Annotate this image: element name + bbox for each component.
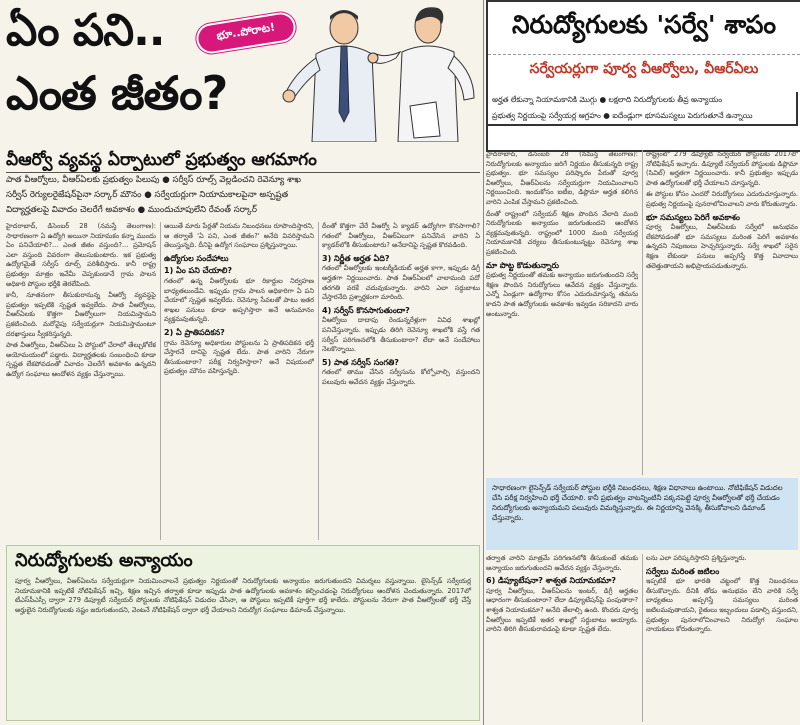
body-paragraph: లను ఎలా పరిష్కరిస్తారని ప్రశ్నిస్తున్నారు. (646, 554, 747, 562)
body-paragraph: పాత వీఆర్వోలు, వీఆర్‌ఏలు ఏ పోస్టులో చేరాలో తేల్చుకోలేక అయోమయంలో పడ్డారు. విద్యార్హతలకు సంబంధించి కూడా స్పష్టత లేకపోవడంతో వివాదం చెలరేగే అవకాశం ఉన్నదని ఉద్యోగ సంఘాలు ఆందోళన వ్యక్తం చేస్తున్నాయి. (6, 341, 156, 378)
man-left-figure (283, 10, 376, 142)
column-divider (160, 222, 161, 540)
right-headline-box (486, 0, 800, 152)
highlight-item: అర్హత లేకున్నా నియామకానికి మొగ్గు (492, 95, 598, 104)
body-paragraph: హైదరాబాద్, డిసెంబర్ 28 (నమస్తే తెలంగాణ): సాధారణంగా ఏ ఉద్యోగి అయినా నియామకం కన్నా ముందు ఏం పనిచేయాలి?... ఎంత జీతం వస్తుంది?... ప్రమోషన్ ఎలా వస్తుంది వివరంగా తెలుసుకుంటారు. ఇక ప్రభుత్వ ఉద్యోగమైతే సర్వీస్ రూల్స్ పరిశీలిస్తారు. కానీ రాష్ట్ర ప్రభుత్వం మాత్రం ఇవేమీ చెప్పకుండానే గ్రామ పాలన అధికారి పోస్టుల భర్తీకి తెరలేపింది. (6, 222, 156, 288)
unemployed-injustice-box (6, 545, 480, 721)
body-paragraph: పూర్వ వీఆర్వోలు, వీఆర్‌ఏలను ఇంటర్, డిగ్రీ అర్హతల ఆధారంగా తీసుకుంటారా? లేదా డిప్యూటేషన్‌పై పంపుతారా? శాశ్వత నియామకమా? అనేది తేలాల్సి ఉంది. కొందరు పూర్వ వీఆర్వోలు ఇప్పటికే ఇతర శాఖల్లో సర్దుబాటు అయ్యారు. వారిని తిరిగి తీసుకురావడంపై కూడా స్పష్టత లేదు. (486, 586, 638, 634)
officials-illustration (278, 2, 480, 142)
highlight-item: పాత వీఆర్వోలు, వీఆర్‌ఏలకు ప్రభుత్వం పిలుపు (6, 175, 160, 185)
section-heading: ఉద్యోగుల సందేహాలు (164, 253, 229, 263)
left-headline-line1: ఏం పని.. (6, 5, 165, 56)
question-heading: 2) ఏ ప్రాతిపదికన? (164, 327, 225, 337)
left-column-1 (6, 222, 156, 540)
body-paragraph: ప్రభుత్వ నిర్ణయంతో తమకు అన్యాయం జరుగుతుందని సర్వే శిక్షణ పొందిన నిరుద్యోగులు ఆవేదన వ్యక్తం చేస్తున్నారు. ఎన్నో ఏండ్లుగా ఉద్యోగాల కోసం ఎదురుచూస్తున్న తమను కాదని పాత ఉద్యోగులకు అవకాశం ఇవ్వడం సరికాదని వారు అంటున్నారు. (486, 271, 638, 318)
highlight-item: ముందుచూపులేని రేవంత్ సర్కార్ (147, 205, 257, 215)
highlight-item: విద్యార్హతలపై వివాదం చెలరేగే అవకాశం (6, 205, 135, 215)
right-column-2 (646, 150, 798, 475)
right-lower-column-1 (486, 554, 638, 722)
body-paragraph: రాష్ట్రంలో 279 డిప్యూటీ సర్వేయర్ పోస్టులకు 2017లో నోటిఫికేషన్ ఇచ్చారు. డిప్యూటీ సర్వేయర్ పోస్టులకు డిప్లొమా (సివిల్) అర్హతగా నిర్ణయించారు. కానీ ప్రభుత్వం ఇప్పుడు పాత ఉద్యోగులతో భర్తీ చేయాలని చూస్తున్నది. (646, 150, 798, 187)
highlight-item: సర్వీస్ రెగ్యులరైజేషన్‌పైనా సర్కార్ మౌనం (6, 190, 142, 200)
left-column-3 (322, 222, 480, 540)
body-paragraph: తర్వాత వారిని మాత్రమే పరిగణనలోకి తీసుకుంటే తమకు అన్యాయం జరుగుతుందని ఆవేదన వ్యక్తం చేస్తున్నారు. (486, 554, 638, 572)
highlight-item: ప్రభుత్వ నిర్ణయంపై సర్వేయర్ల ఆగ్రహం (492, 111, 601, 120)
right-column-1 (486, 150, 638, 475)
question-heading: 6) డిప్యూటేషనా? శాశ్వత నియామకమా? (486, 576, 617, 586)
body-paragraph: కానీ, నూతనంగా తీసుకురానున్న వీఆర్వో వ్యవస్థపై ప్రభుత్వం ఇప్పటికి స్పష్టత ఇవ్వలేదు. పాత వీఆర్వోలు, వీఆర్‌ఏలకు కొత్తగా వీఆర్వోలుగా నియమిస్తామని ప్రకటించింది. మరోవైపు సర్వేయర్లుగా నియమిస్తామంటూ దరఖాస్తులు స్వీకరిస్తున్నది. (6, 291, 156, 338)
question-heading: 1) ఏం పని చేయాలి? (164, 266, 233, 276)
section-heading: సర్వేలు మరింత జటిలం (646, 566, 720, 576)
highlight-item: సర్వీస్ రూల్స్ వెల్లడించని రెవెన్యూ శాఖ (172, 175, 302, 185)
body-paragraph: గతంలో వీఆర్వోలకు ఇంటర్మీడియట్ అర్హత కాగా, ఇప్పుడు డిగ్రీ అర్హతగా నిర్ణయించారు. పాత వీఆర్‌ఏలలో చాలామంది పదో తరగతి వరకే చదువుకున్నారు. వారిని ఎలా సర్దుబాటు చేస్తారనేది ప్రశ్నార్థకంగా మారింది. (322, 264, 480, 302)
body-paragraph: దీంతో కొత్తగా చేరే వీఆర్వో ఏ క్యాడర్ ఉద్యోగిగా కొనసాగాలి? గతంలో వీఆర్వోలు, వీఆర్‌ఏలుగా పనిచేసిన వారిని ఏ క్యాడర్‌లోకి తీసుకుంటారు? అనేదానిపై స్పష్టత కొరవడింది. (322, 222, 480, 250)
body-paragraph: గ్రామ రెవెన్యూ అధికారుల పోస్టులను ఏ ప్రాతిపదికన భర్తీ చేస్తారనే దానిపై స్పష్టత లేదు. పాత వారిని నేరుగా తీసుకుంటారా? పరీక్ష నిర్వహిస్తారా? అనే విషయంలో ప్రభుత్వం మౌనం వహిస్తున్నది. (164, 338, 314, 376)
right-headline: నిరుద్యోగులకు 'సర్వే' శాపం (511, 10, 777, 39)
body-paragraph: పూర్వ వీఆర్వోలు, వీఆర్‌ఏలకు సర్వేలో అనుభవం లేకపోవడంతో భూ సమస్యలు మరింత పెరిగే అవకాశం ఉన్నదని నిపుణులు హెచ్చరిస్తున్నారు. సర్వే శాఖలో సరైన శిక్షణ లేకుండా పనులు అప్పగిస్తే కొత్త వివాదాలు తలెత్తుతాయని అభిప్రాయపడుతున్నారు. (646, 223, 798, 270)
body-paragraph: ఆయితే మారు పేర్లతో నియమ నిబంధనలు రూపొందిస్తారని, ఆ తర్వాతే 'ఏ పని, ఎంత జీతం?' అనేది వివరిస్తామని తెలుస్తున్నది. దీనిపై ఉద్యోగ సంఘాలు ప్రశ్నిస్తున్నాయి. (164, 222, 314, 250)
question-heading: 3) నిర్ణీత అర్హత ఏది? (322, 253, 390, 263)
left-headline-line2: ఎంత జీతం? (6, 66, 228, 120)
column-divider (642, 554, 643, 722)
left-highlights: పాత వీఆర్వోలు, వీఆర్‌ఏలకు ప్రభుత్వం పిలుపు ● సర్వీస్ రూల్స్ వెల్లడించని రెవెన్యూ శాఖ సర్వీస్ రెగ్యులరైజేషన్‌పైనా సర్కార్ మౌనం ● సర్వేయర్లుగా నియామకాలపైనా అస్పష్టత విద్యార్హతలపై వివాదం చెలరేగే అవకాశం ● ముందుచూపులేని రేవంత్ సర్కార్ (6, 172, 480, 218)
highlight-item: సర్వేయర్లుగా నియామకాలపైనా అస్పష్టత (154, 190, 289, 200)
column-divider (318, 222, 319, 540)
body-paragraph: ఈ పోస్టుల కోసం ఎందరో నిరుద్యోగులు ఎదురుచూస్తున్నారు. ప్రభుత్వ నిర్ణయంపై పునరాలోచించాలని వారు కోరుతున్నారు. (646, 190, 798, 208)
body-paragraph: హైదరాబాద్, డిసెంబర్ 28 (నమస్తే తెలంగాణ): నిరుద్యోగులకు అన్యాయం జరిగే నిర్ణయం తీసుకున్నది రాష్ట్ర ప్రభుత్వం. భూ సమస్యల పరిష్కారం పేరుతో పూర్వ వీఆర్వోలు, వీఆర్‌ఏలను సర్వేయర్లుగా నియమించాలని నిర్ణయించింది. ఇందుకోసం ఐటీఐ, డిప్లొమా అర్హత కలిగిన వారిని ఎంపిక చేస్తామని ప్రకటించింది. (486, 150, 638, 206)
body-paragraph: ఇప్పటికే భూ భారతి చట్టంలో కొత్త నిబంధనలు తీసుకొచ్చారు. దీనికి తోడు అనుభవం లేని వారికి సర్వే బాధ్యతలు అప్పగిస్తే సమస్యలు మరింత జటిలమవుతాయని, రైతులు ఇబ్బందులు పడాల్సి వస్తుందని, ప్రభుత్వం పునరాలోచించాలని నిరుద్యోగ సంఘాల నాయకులు కోరుతున్నారు. (646, 577, 798, 634)
body-paragraph: గతంలో తాము చేసిన సర్వీసును కోల్పోవాల్సి వస్తుందని పలువురు ఆవేదన వ్యక్తం చేస్తున్నారు. (322, 368, 480, 386)
body-paragraph: గతంలో ఉన్న వీఆర్వోలకు భూ రికార్డుల నిర్వహణ బాధ్యతలుండేవి. ఇప్పుడు గ్రామ పాలన అధికారిగా ఏ పని చేయాలో స్పష్టత ఇవ్వలేదు. రెవెన్యూ సేవలతో పాటు ఇతర శాఖల పనులు కూడా అప్పగిస్తారా అనే అనుమానం వ్యక్తమవుతున్నది. (164, 276, 314, 324)
question-heading: 4) సర్వీస్ కొనసాగుతుందా? (322, 305, 410, 315)
right-highlights: అర్హత లేకున్నా నియామకానికి మొగ్గు ● లక్షలాది నిరుద్యోగులకు తీవ్ర అన్యాయం ప్రభుత్వ నిర్ణయంపై సర్వేయర్ల ఆగ్రహం ● ఐదేండ్లుగా భూసమస్యలు పెరుగుతూనే ఉన్నాయి (486, 92, 798, 126)
body-paragraph: వీఆర్వోలు దాదాపు రెండున్నరేళ్లుగా వివిధ శాఖల్లో పనిచేస్తున్నారు. ఇప్పుడు తిరిగి రెవెన్యూ శాఖలోకి వస్తే గత సర్వీస్ పరిగణనలోకి తీసుకుంటారా? లేదా అనే సందేహాలు నెలకొన్నాయి. (322, 316, 480, 354)
highlight-item: లక్షలాది నిరుద్యోగులకు తీవ్ర అన్యాయం (608, 95, 723, 104)
question-heading: 5) పాత సర్వీస్ సంగతి? (322, 357, 399, 367)
section-heading: భూ సమస్యలు పెరిగే అవకాశం (646, 212, 740, 222)
story-divider (483, 0, 484, 725)
box-heading: నిరుద్యోగులకు అన్యాయం (15, 550, 193, 571)
column-divider (642, 150, 643, 475)
man-right-figure (368, 7, 474, 142)
highlight-item: ఐదేండ్లుగా భూసమస్యలు పెరుగుతూనే ఉన్నాయి (612, 111, 753, 120)
right-subheadline: సర్వేయర్లుగా పూర్వ వీఆర్వోలు, వీఆర్‌ఏలు (488, 54, 800, 80)
section-badge: భూ..పోరాట! (197, 13, 296, 54)
left-column-2 (164, 222, 314, 540)
body-paragraph: దీంతో రాష్ట్రంలో సర్వేయర్ శిక్షణ పొందిన వేలాది మంది నిరుద్యోగులకు అన్యాయం జరుగుతుందని ఆందోళన వ్యక్తమవుతున్నది. రాష్ట్రంలో 1000 మంది సర్వేయర్ల నియామకానికి చర్యలు తీసుకుంటున్నట్టు రెవెన్యూ శాఖ ప్రకటించింది. (486, 209, 638, 256)
box-body: పూర్వ వీఆర్వోలు, వీఆర్‌ఏలను సర్వేయర్లుగా నియమించాలనే ప్రభుత్వం నిర్ణయంతో నిరుద్యోగులకు అన్యాయం జరుగుతుందని విమర్శలు వస్తున్నాయి. లైసెన్స్‌డ్ సర్వేయర్ల నియామకానికి ఇప్పటికే నోటిఫికేషన్ ఇచ్చి, శిక్షణ ఇచ్చిన తర్వాత కూడా ఇప్పుడు పాత ఉద్యోగులకు అవకాశం కల్పించడంపై నిరుద్యోగులు ఆందోళన చెందుతున్నారు. 2017లో టీఎస్‌పీఎస్సీ ద్వారా 279 డిప్యూటీ సర్వేయర్ పోస్టులకు నోటిఫికేషన్ విడుదల చేసినా, ఆ పోస్టులు ఇప్పటికీ పూర్తిగా భర్తీ కాలేదు. పోస్టులను నేరుగా పాత వీఆర్వోలతో భర్తీ చేస్తే అర్హులైన నిరుద్యోగులకు నష్టం జరుగుతుందని, వెంటనే నోటిఫికేషన్ ద్వారా భర్తీ చేయాలని నిరుద్యోగ సంఘాలు డిమాండ్ చేస్తున్నాయి. (15, 577, 471, 614)
section-heading: మా పొట్ట కొడుతున్నారు (486, 260, 560, 270)
left-subheadline: వీఆర్వో వ్యవస్థ ఏర్పాటులో ప్రభుత్వం ఆగమాగం (6, 150, 317, 170)
right-lower-column-2 (646, 554, 798, 722)
info-callout: సాధారణంగా లైసెన్స్‌డ్ సర్వేయర్ పోస్టుల భర్తీకి నిబంధనలు, శిక్షణ విధానాలు ఉంటాయి. నోటిఫికేషన్ విడుదల చేసి పరీక్ష నిర్వహించి భర్తీ చేయాలి. కానీ ప్రభుత్వం వాటన్నింటినీ పక్కనపెట్టి పూర్వ వీఆర్వోలతో భర్తీ చేయడం నిరుద్యోగులకు అన్యాయమని పలువురు విమర్శిస్తున్నారు. ఈ నిర్ణయాన్ని వెనక్కి తీసుకోవాలని డిమాండ్ చేస్తున్నారు. (486, 478, 798, 550)
